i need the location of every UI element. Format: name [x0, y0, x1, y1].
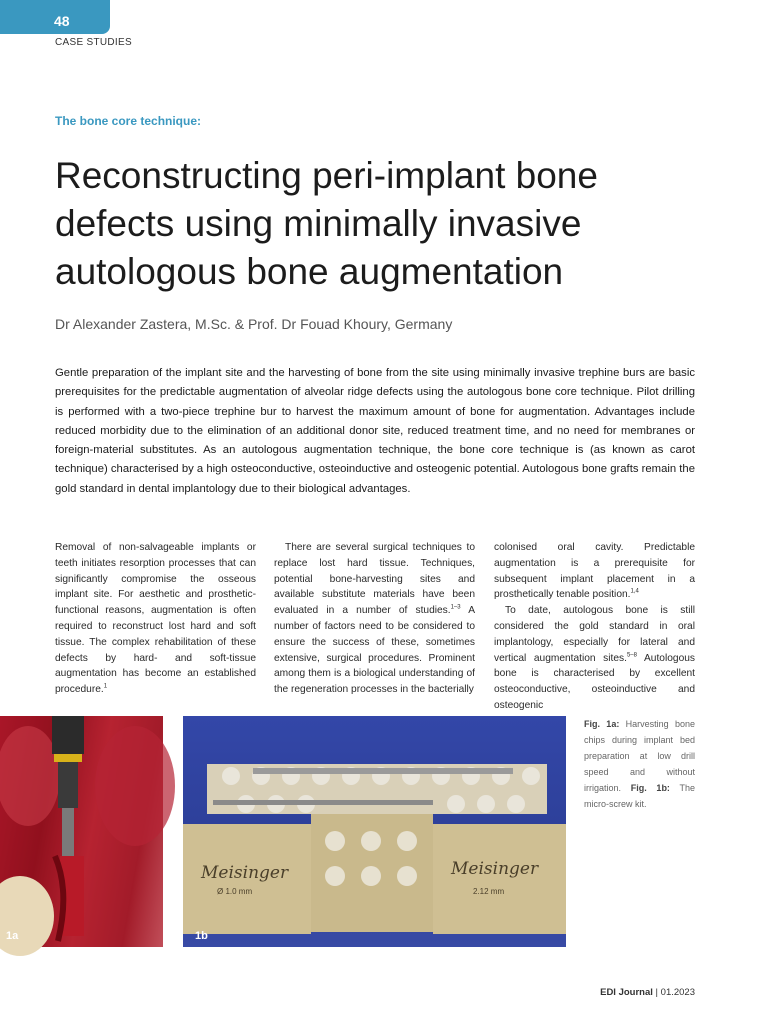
- page-footer: EDI Journal | 01.2023: [600, 987, 695, 998]
- figure-1a-label: 1a: [6, 930, 19, 942]
- reference-superscript: 1: [103, 683, 108, 690]
- body-paragraph: To date, autologous bone is still considered the gold standard in oral implantology, especially for lateral and vertical augmentation sites.$^{5-8}$ Autologous bone is characterised by excellent osteoconductive, osteoinductive and osteogenic: [494, 605, 695, 711]
- screw-kit-illustration: [183, 716, 566, 947]
- engraving-left: Meisinger: [201, 863, 289, 883]
- reference-superscript: 1,4: [630, 589, 639, 595]
- caption-1b-text: The micro-screw kit.: [584, 783, 695, 809]
- journal-name: EDI Journal: [600, 987, 653, 998]
- figure-1a-photo: [0, 716, 163, 947]
- journal-issue: 01.2023: [660, 987, 695, 998]
- caption-1a-label: Fig. 1a:: [584, 719, 620, 729]
- article-title: Reconstructing peri-implant bone defects using minimally invasive autologous bone augmentation: [55, 155, 598, 292]
- engraving-size-right: 2.12 mm: [473, 887, 505, 896]
- article-kicker: The bone core technique:: [55, 114, 202, 128]
- body-paragraph: colonised oral cavity. Predictable augmentation is a prerequisite for subsequent implant placement in a prosthetically tenable position.$^{1,4}$: [494, 542, 695, 601]
- drill-illustration: [0, 716, 163, 947]
- article-authors: Dr Alexander Zastera, M.Sc. & Prof. Dr Fouad Khoury, Germany: [55, 316, 453, 332]
- body-column-3: [494, 540, 695, 711]
- figure-1b-label: 1b: [195, 930, 208, 942]
- reference-superscript: 1–3: [450, 604, 461, 611]
- caption-1a-text: Harvesting bone chips during implant bed preparation at low drill speed and without irrigation.: [584, 719, 695, 793]
- reference-superscript: 5–8: [626, 652, 637, 659]
- figure-1b-photo: [183, 716, 566, 947]
- page-number-tab: [0, 0, 110, 34]
- caption-1b-label: Fig. 1b:: [630, 783, 670, 793]
- figure-caption: [584, 716, 695, 812]
- engraving-size-left: Ø 1.0 mm: [217, 887, 253, 896]
- body-column-2: [274, 540, 475, 700]
- body-paragraph: Removal of non-salvageable implants or teeth initiates resorption processes that can significantly compromise the osseous implant site. For aesthetic and prosthetic-functional reasons, augmentation is often required to reconstruct lost hard and soft tissue. The complex rehabilitation of these defects by hard- and soft-tissue augmentation has become an established procedure.$^1$: [55, 542, 256, 696]
- body-column-1: [55, 540, 256, 700]
- article-abstract: Gentle preparation of the implant site and the harvesting of bone from the site using minimally invasive trephine burs are basic prerequisites for the predictable augmentation of alveolar ridge defects using the autologous bone core technique. Pilot drilling is performed with a two-piece trephine bur to harvest the maximum amount of bone for augmentation. Advantages include reduced morbidity due to the elimination of an additional donor site, reduced treatment time, and no need for membranes or foreign-material substitutes. As an autologous augmentation technique, the bone core technique is (as known as carot technique) characterised by a high osteoconductive, osteoinductive and osteogenic potential. Autologous bone grafts remain the gold standard in dental implantology due to their biological advantages.: [55, 367, 695, 495]
- body-paragraph: There are several surgical techniques to replace lost hard tissue. Techniques, potential bone-harvesting sites and available substitute materials have been evaluated in a number of studies.$^{1-3}$ A number of factors need to be considered to ensure the success of these, sometimes extensive, surgical procedures. Prominent among them is a biological understanding of the regeneration processes in the bacterially: [274, 542, 475, 696]
- engraving-right: Meisinger: [451, 859, 539, 879]
- page-number: 48: [54, 13, 70, 29]
- section-label: CASE STUDIES: [55, 37, 132, 48]
